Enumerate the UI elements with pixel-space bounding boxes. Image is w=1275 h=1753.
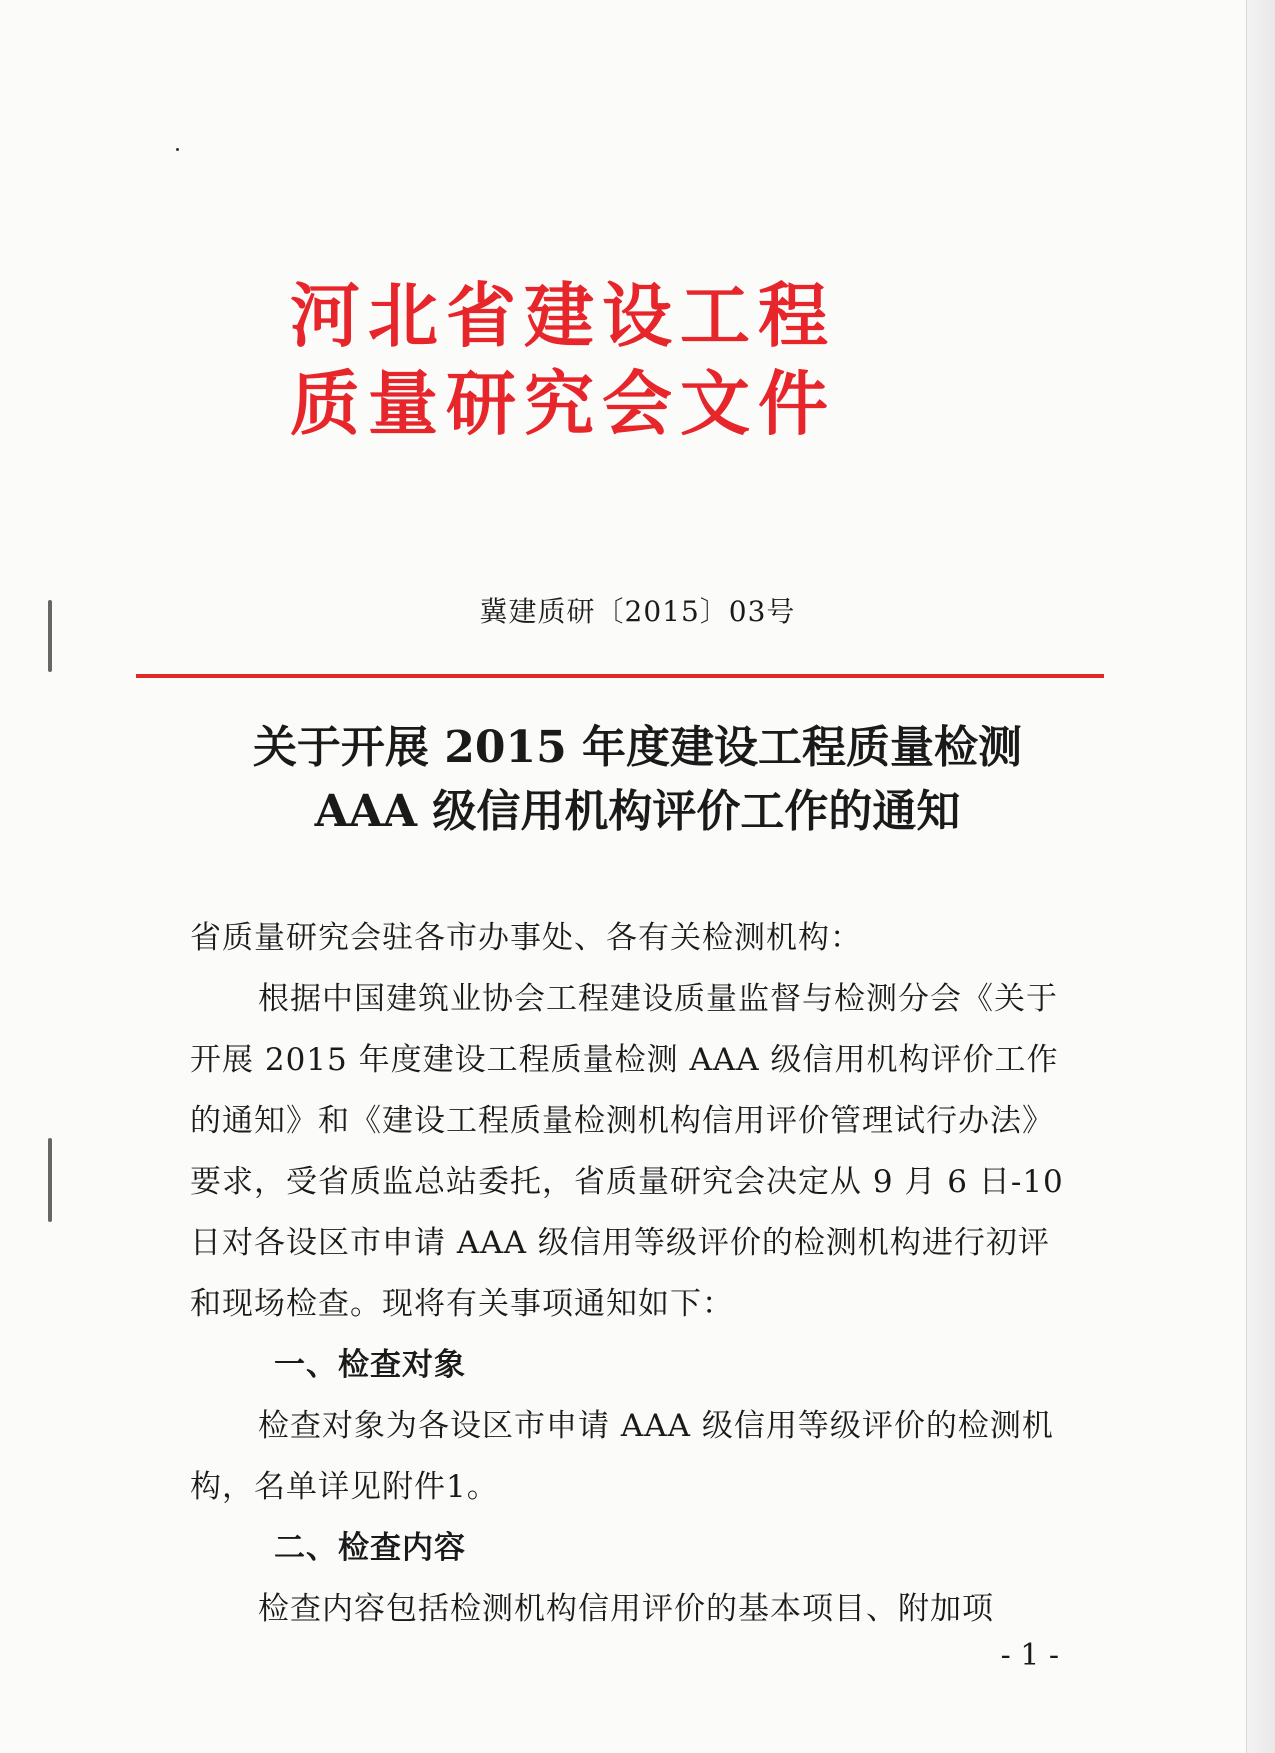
document-number: 冀建质研〔2015〕03号 (479, 595, 796, 628)
section-2-heading: 二、检查内容 (274, 1530, 466, 1566)
issuer-header (290, 272, 950, 448)
section-2-paragraph: 检查内容包括检测机构信用评价的基本项目、附加项 (258, 1591, 994, 1627)
section-1-paragraph: 检查对象为各设区市申请 AAA 级信用等级评价的检测机构，名单详见附件1。 (190, 1408, 1054, 1505)
issuer-line-2: 质量研究会文件 (290, 363, 836, 445)
ink-dot (176, 148, 179, 151)
issuer-line-1: 河北省建设工程 (290, 275, 836, 357)
intro-paragraph: 根据中国建筑业协会工程建设质量监督与检测分会《关于开展 2015 年度建设工程质量检测 AAA 级信用机构评价工作的通知》和《建设工程质量检测机构信用评价管理试行办法》要求，受省质监总站委托，省质量研究会决定从 9 月 6 日-10 日对各设区市申请 AAA 级信用等级评价的检测机构进行初评和现场检查。现将有关事项通知如下： (190, 981, 1064, 1322)
addressee: 省质量研究会驻各市办事处、各有关检测机构： (190, 920, 862, 956)
title-line-2: AAA 级信用机构评价工作的通知 (314, 786, 961, 837)
section-1-heading: 一、检查对象 (274, 1347, 466, 1383)
page-edge (1246, 0, 1275, 1753)
staple-bottom (48, 1138, 52, 1222)
title-line-1: 关于开展 2015 年度建设工程质量检测 (252, 722, 1023, 773)
page-number: - 1 - (1000, 1638, 1059, 1673)
red-divider (136, 674, 1104, 678)
notice-title (0, 716, 1275, 844)
notice-body (190, 908, 1070, 1640)
